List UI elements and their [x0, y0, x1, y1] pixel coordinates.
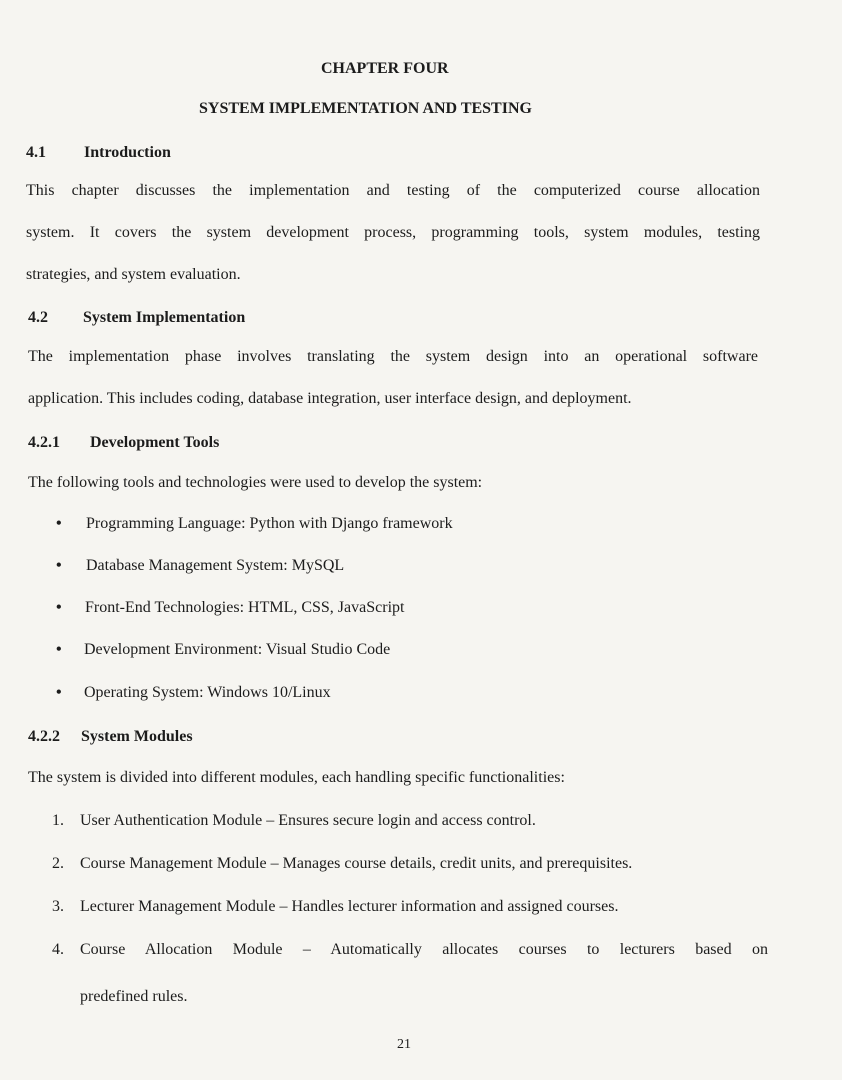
tools-intro: The following tools and technologies were used to develop the system: [28, 474, 483, 491]
bullet-icon: • [56, 515, 62, 532]
chapter-title: CHAPTER FOUR [321, 60, 449, 77]
module-item [52, 941, 768, 959]
section-heading-4-2 [28, 309, 245, 327]
tool-item [56, 515, 453, 533]
module-item [52, 855, 632, 873]
list-number: 2. [52, 855, 64, 872]
module-item [52, 898, 618, 916]
module-text: User Authentication Module – Ensures secure login and access control. [80, 812, 536, 829]
section-number: 4.1 [26, 144, 46, 161]
tool-text: Programming Language: Python with Django framework [86, 515, 453, 532]
bullet-icon: • [56, 684, 62, 701]
section-title: Development Tools [90, 434, 220, 451]
section-heading-4-1 [26, 144, 171, 162]
implementation-line-2: application. This includes coding, database integration, user interface design, and deployment. [28, 390, 632, 407]
tool-item [56, 641, 390, 659]
module-text: Course Allocation Module – Automatically allocates courses to lecturers based on [80, 941, 768, 958]
bullet-icon: • [56, 641, 62, 658]
list-number: 4. [52, 941, 64, 958]
section-number: 4.2.1 [28, 434, 60, 451]
module-text: Course Management Module – Manages course details, credit units, and prerequisites. [80, 855, 633, 872]
tool-item [56, 599, 404, 617]
tool-text: Database Management System: MySQL [86, 557, 345, 574]
bullet-icon: • [56, 599, 62, 616]
section-number: 4.2 [28, 309, 48, 326]
section-title: System Modules [81, 728, 193, 745]
intro-line-3: strategies, and system evaluation. [26, 266, 241, 283]
tool-text: Operating System: Windows 10/Linux [84, 684, 331, 701]
modules-intro: The system is divided into different modules, each handling specific functionalities: [28, 769, 565, 786]
module-text: Lecturer Management Module – Handles lecturer information and assigned courses. [80, 898, 619, 915]
implementation-line-1: The implementation phase involves translating the system design into an operational software [28, 348, 758, 365]
module-continuation: predefined rules. [80, 988, 188, 1005]
module-item [52, 812, 536, 830]
list-number: 1. [52, 812, 64, 829]
tool-text: Front-End Technologies: HTML, CSS, JavaScript [85, 599, 405, 616]
intro-line-1: This chapter discusses the implementation and testing of the computerized course allocation [26, 182, 760, 199]
section-heading-4-2-2 [28, 728, 193, 746]
tool-item [56, 557, 344, 575]
tool-text: Development Environment: Visual Studio Code [84, 641, 391, 658]
page-number: 21 [397, 1037, 411, 1052]
tool-item [56, 684, 331, 702]
section-heading-4-2-1 [28, 434, 219, 452]
list-number: 3. [52, 898, 64, 915]
section-title: Introduction [84, 144, 171, 161]
section-title: System Implementation [83, 309, 246, 326]
intro-line-2: system. It covers the system development process, programming tools, system modules, testing [26, 224, 760, 241]
bullet-icon: • [56, 557, 62, 574]
section-number: 4.2.2 [28, 728, 60, 745]
chapter-subtitle: SYSTEM IMPLEMENTATION AND TESTING [199, 100, 532, 117]
